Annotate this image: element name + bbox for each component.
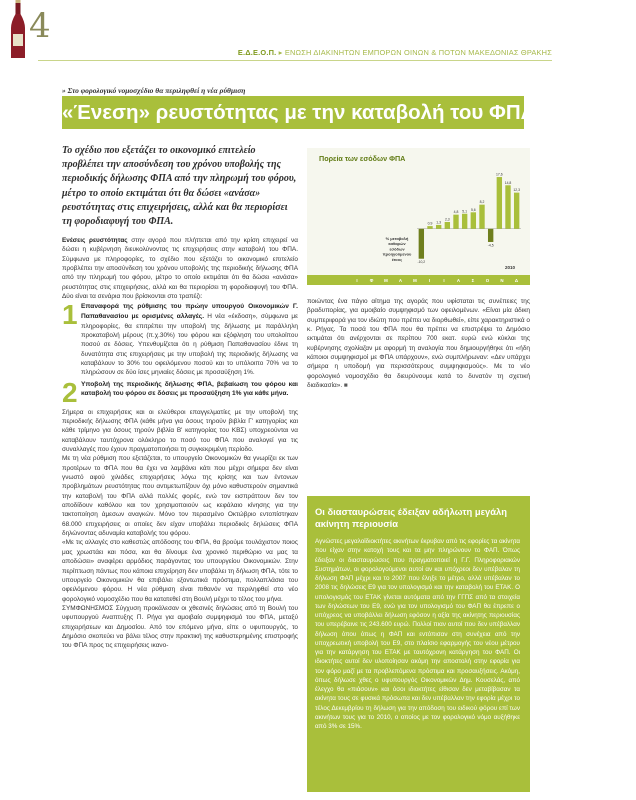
chart-bar: [471, 212, 476, 228]
intro-text: στην αγορά που πλήττεται από την κρίση επιχειρεί να δώσει η κυβέρνηση διευκολύνοντας τις επιχειρήσεις στην καταβολή του ΦΠΑ. Σύμφωνα με πληροφορίες, το σχέδιο που εξετάζει το οικονομικό επιτελείο προβλέπει την αποσύνδεση του χρόνου υποβολής της περιοδικής δήλωσης ΦΠΑ από την πληρωμή του φόρου, μέτρο το οποίο εκτιμάται ότι θα δώσει «ανάσα» ρευστότητας στις επιχειρήσεις, αλλά και θα περιορίσει τη φοροδιαφυγή του ΦΠΑ. Δύο είναι τα σενάρια που βρίσκονται στο τραπέζι:: [62, 237, 299, 301]
chart-month-label: Ι: [428, 278, 431, 283]
article-headline: «Ένεση» ρευστότητας με την καταβολή του ΦΠΑ σε δόσεις: [62, 96, 524, 129]
sidebar-box-text: Αγνώστες μεγαλοϊδιοκτήτες ακινήτων έκρυβαν από τις εφορίες τα ακίνητα που είχαν στην κατοχή τους και τα μην πληρώνουν το ΦΑΠ. Όπως έδειξαν οι διασταυρώσεις που πραγματοποιεί η Γ.Γ. Πληροφοριακών Συστημάτων, οι φορολογούμενοι αυτοί αν και υπόχρεοι δεν υπέβαλαν τη δήλωση ΦΑΠ μέχρι και το 2007 που έληξε το μέτρο, αλλά υπέβαλαν το 2008 τις δηλώσεις Ε9 για τον υπολογισμό και την καταβολή του ΕΤΑΚ. Ο υπολογισμός του ΕΤΑΚ γίνεται αυτόματα από την ΓΓΠΣ από τα στοιχεία των δηλώσεων του Ε9, ενώ για τον υπολογισμό του ΦΑΠ θα έπρεπε ο υπόχρεος να υποβάλλει δήλωση εφόσον η αξία της ακίνητης περιουσίας του υπερέβαινε τις 243.600 ευρώ. Πολλοί πιαν αυτοί που δεν υπέβαλλαν δήλωση όπου όπως η ΦΑΠ και εντόπισαν στη συνέχεια από την υποχρεωτική υποβολή του Ε9, στο πλαίσιο εφαρμογής του νέου μέτρου για την κατάργηση του ΕΤΑΚ με ταυτόχρονη κατάργηση του ΦΑΠ. Οι ιδιοκτήτες αυτοί δεν υλοποίησαν ακόμη την αποστολή στην εφορία για τον φόρο μαζί με τα προβλεπόμενα πρόστιμα και προσαυξήσεις. Ακόμη, όπως δήλωσε χθες ο υφυπουργός Οικονομικών Δημ. Κουσελάς, από έλεγχο θα «πιάσουν» και όσοι ιδιοκτήτες είθισαν δεν μεταβίβασαν τα ακίνητα τους σε φυσικά πρόσωπα και δεν υπέβαλλαν την εφορία μέχρι το τέλος Δεκεμβρίου τη δήλωση για την απόδοση του ειδικού φόρου επί των ακινήτων τους για το 2010, ο οποίος με τον φορολογικό νόμο αυξήθηκε από 3% σε 15%.: [315, 538, 520, 730]
chart-month-label: Ι: [356, 278, 358, 283]
right-paragraph-text: ποιώντας ένα πάγιο αίτημα της αγοράς που υφίσταται τις συνέπειες της βραδυπορίας, για αμοιβαίο συμψηφισμό των οφειλομένων. «Είναι μία άδικη συμπεριφορά για τον ιδιώτη που πρέπει να διορθωθεί», είπε χαρακτηριστικά ο κ. Ρήγας. Τα ποσά του ΦΠΑ που θα πρέπει να επιστρέψει το Δημόσιο εκτιμάται ότι ανέρχονται σε περίπου 700 εκατ. ευρώ ενώ κύκλοι της κυβέρνησης σχολίαζαν με αφορμή τη αναλογία που δημιουργήθηκε ότι «ήδη κάποιοι συμψηφισμοί με ΦΠΑ υπάρχουν», ενώ συμπλήρωναν: «Δεν υπάρχει σήμερα η υποδομή για περισσότερους συμψηφισμούς». Με το νέο φορολογικό νομοσχέδιο θα διευρύνουμε κατά το δυνατόν τη σχετική διαδικασία».: [307, 298, 530, 390]
right-paragraph: [307, 297, 530, 390]
body-paragraph: Σήμερα οι επιχειρήσεις και οι ελεύθεροι επαγγελματίες με την υποβολή της περιοδικής δήλωσης ΦΠΑ (κάθε μήνα για όσους τηρούν βιβλία Γ' κατηγορίας και κάθε τρίμηνο για όσους τηρούν βιβλία Β' κατηγορίας του ΚΒΣ) υποχρεούνται να καταβάλουν ταυτόχρονα ολόκληρο το ποσό του ΦΠΑ που αναλογεί για τις συναλλαγές που έχουν πραγματοποιήσει τη συγκεκριμένη περίοδο.: [62, 408, 298, 454]
article-kicker: » Στο φορολογικό νομοσχέδιο θα περιληφθεί η νέα ρύθμιση: [62, 86, 246, 95]
chart-bar: [445, 222, 450, 229]
chart-month-strip: [307, 275, 530, 285]
chart-bar: [497, 177, 502, 229]
org-separator: ▸: [278, 48, 283, 57]
chart-y-axis-label-line: προηγούμενου: [382, 251, 412, 257]
scenario-1-text: Η νέα «έκδοση», σύμφωνα με πληροφορίες, θα επιτρέπει την υποβολή της δήλωσης με παράλληλη προκαταβολή μέρους (π.χ.30%) του φόρου και εξόφληση του υπολοίπου ποσού σε δόσεις. Υπενθυμίζεται ότι η ρύθμιση Παπαθανασίου έδινε τη δυνατότητα στις επιχειρήσεις με την υποβολή της περιοδικής δήλωσης να καταβάλουν το 30% του οφειλόμενου ποσού και το υπόλοιπο 70% να το πληρώσουν σε δύο ίσες μηνιαίες δόσεις με προσαύξηση 1%.: [81, 313, 298, 377]
organization-name: [238, 48, 552, 57]
chart-y-axis-label-line: % μεταβολή: [385, 236, 409, 241]
chart-data-label: 14,8: [504, 180, 512, 185]
chart-month-label: Α: [398, 278, 403, 283]
chart-data-label: 17,6: [496, 172, 503, 177]
scenario-1-number: 1: [62, 299, 78, 331]
chart-month-label: Μ: [384, 278, 388, 283]
chart-month-label: Ι: [443, 278, 445, 283]
chart-data-label: -10,2: [417, 260, 426, 265]
chart-bar: [479, 205, 484, 229]
org-abbreviation: Ε.Δ.Ε.Ο.Π.: [237, 48, 277, 57]
chart-data-label: 5,1: [462, 209, 468, 214]
sidebar-box: [307, 496, 530, 792]
chart-bar: [488, 229, 493, 242]
scenario-2-title: Υποβολή της περιοδικής δήλωσης ΦΠΑ, βεβαίωση του φόρου και καταβολή του φόρου σε δόσεις με προσαύξηση 1% για κάθε μήνα.: [81, 380, 298, 398]
chart-month-label: Μ: [413, 278, 417, 283]
chart-title: Πορεία των εσόδων ΦΠΑ: [319, 154, 406, 163]
chart-y-axis-label-line: καθαρών: [388, 241, 406, 247]
chart-year-label: 2010: [504, 265, 515, 270]
chart-data-label: 2,3: [444, 217, 450, 222]
scenario-2: [62, 376, 298, 408]
vat-revenue-chart: [307, 148, 530, 285]
chart-bar: [514, 193, 519, 229]
chart-month-label: Σ: [471, 278, 475, 283]
header-rule: [38, 60, 552, 61]
body-paragraph: Με τη νέα ρύθμιση που εξετάζεται, το υπουργείο Οικονομικών θα γνωρίζει εκ των προτέρων το ΦΠΑ που θα έχει να λαμβάνει κάτι που μέχρι σήμερα δεν είναι γνωστό αφού χιλιάδες επιχειρήσεις λόγω της κρίσης και των έντονων προβλημάτων ρευστότητας που αντιμετωπίζουν όχι μόνο καθυστερούν σημαντικά την καταβολή του ΦΠΑ αλλά πολλές φορές, ενώ τον εισπράττουν δεν τον αποδίδουν καθόλου και τον χρησιμοποιούν ως κεφάλαιο κίνησης για την τακτοποίηση άμεσων αναγκών. Μόνο τον περασμένο Οκτώβριο εντοπίστηκαν 68.000 επιχειρήσεις οι οποίες δεν είχαν υποβάλει περιοδικές δηλώσεις ΦΠΑ δηλώνοντας αδυναμία καταβολής του φόρου.: [62, 455, 298, 538]
chart-data-label: 1,3: [436, 220, 442, 225]
chart-bar: [505, 185, 510, 228]
scenario-2-number: 2: [62, 376, 78, 408]
chart-month-label: Ν: [500, 278, 504, 283]
page-number: 4: [29, 6, 51, 46]
intro-bold: Ενέσεις ρευστότητας: [62, 237, 128, 244]
chart-bar: [436, 225, 441, 229]
article-body-right: [307, 297, 530, 390]
chart-data-label: 0,9: [427, 221, 433, 226]
article-lead: Το σχέδιο που εξετάζει το οικονομικό επιτελείο προβλέπει την αποσύνδεση του χρόνου υποβολής της περιοδικής δήλωσης ΦΠΑ από την πληρωμή του φόρου, μέτρο το οποίο εκτιμάται ότι θα δώσει «ανάσα» ρευστότητας στις επιχειρήσεις, αλλά και θα περιορίσει τη φοροδιαφυγή του ΦΠΑ.: [62, 145, 297, 228]
chart-y-axis-label-line: εσόδων: [389, 246, 405, 252]
chart-month-label: Ο: [485, 278, 490, 283]
scenario-1-title: Επαναφορά της ρύθμισης του πρώην υπουργού Οικονομικών Γ. Παπαθανασίου με ορισμένες αλλαγές.: [81, 303, 298, 320]
chart-data-label: -4,5: [487, 243, 494, 248]
body-paragraph: «Με τις αλλαγές στο καθεστώς απόδοσης του ΦΠΑ, θα βρούμε τουλάχιστον ποιος μας χρωστάει και πόσα, και θα δίνουμε ένα χρονικό περιθώριο να μας τα αποδώσει» αναφέρει αρμόδιος παράγοντας του υπουργείου Οικονομικών. Στην περίπτωση πάντως που κάποια επιχείρηση δεν υποβάλει τη δήλωση ΦΠΑ, τότε το υπουργείο Οικονομικών θα επιβάλει εξοντωτικά πρόστιμα, πολλαπλάσια του οφειλόμενου φόρου. Η νέα ρύθμιση είναι πιθανόν να περιληφθεί στο νέο φορολογικό νομοσχέδιο που θα κατατεθεί στη Βουλή μέχρι το τέλος του μήνα.: [62, 539, 298, 603]
chart-bar: [427, 226, 432, 229]
end-mark: ■: [343, 382, 348, 390]
org-full-name: ΕΝΩΣΗ ΔΙΑΚΙΝΗΤΩΝ ΕΜΠΟΡΩΝ ΟΙΝΩΝ & ΠΟΤΩΝ ΜΑΚΕΔΟΝΙΑΣ ΘΡΑΚΗΣ: [284, 48, 552, 57]
chart-background: [307, 148, 530, 285]
scenario-1: [62, 299, 298, 377]
chart-bar: [419, 229, 424, 259]
chart-bar: [453, 215, 458, 229]
scenario-1-body: [81, 302, 298, 377]
chart-month-label: Φ: [369, 278, 374, 283]
sidebar-box-title: Οι διασταυρώσεις έδειξαν αδήλωτη μεγάλη ακίνητη περιουσία: [315, 506, 507, 529]
chart-month-label: Δ: [514, 278, 519, 283]
chart-month-label: Α: [456, 278, 461, 283]
chart-data-label: 12,3: [513, 188, 520, 193]
wine-bottle-icon: [9, 0, 27, 60]
intro-paragraph: [62, 236, 298, 301]
chart-data-label: 8,2: [479, 200, 485, 205]
chart-data-label: 5,6: [470, 207, 476, 212]
body-paragraph: ΣΥΜΦΩΝΗΣΜΟΣ Σύγχυση προκάλεσαν οι χθεσινές δηλώσεις από τη Βουλή του υφυπουργού Αναπτυξης Π. Ρήγα για αμοιβαίο συμψηφισμό του ΦΠΑ, μεταξύ επιχειρήσεων και Δημοσίου. Από τον επόμενο μήνα, είπε ο υφυπουργός, το Δημόσιο σκοπεύει να βάλει τέλος στην πρακτική της καθυστερημένης επιστροφής του ΦΠΑ προς τις επιχειρήσεις ικανο-: [62, 604, 298, 650]
chart-y-axis-label-line: έτους: [391, 256, 403, 262]
chart-bar: [462, 214, 467, 229]
chart-data-label: 4,8: [453, 210, 459, 215]
article-body-left: [62, 236, 298, 792]
